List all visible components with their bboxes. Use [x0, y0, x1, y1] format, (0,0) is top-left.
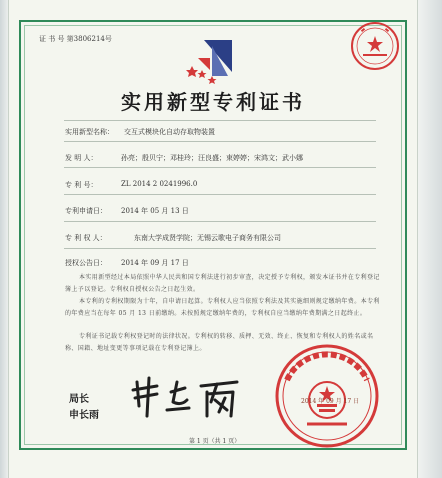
body-paragraph-3: 专利证书记载专利权登记时的法律状况。专利权的转移、质押、无效、终止、恢复和专利权人的姓名或名称、国籍、地址变更等事项记载在专利登记簿上。 [65, 333, 374, 352]
sipo-logo-icon [184, 36, 248, 84]
national-seal-icon [267, 340, 387, 450]
patent-holder-value: 东南大学成贤学院；无锡云歌电子商务有限公司 [134, 234, 281, 242]
director-title: 局长 [69, 394, 89, 405]
utility-model-name-label: 实用新型名称： [65, 128, 114, 136]
inventor-label: 发 明 人： [65, 154, 98, 162]
grant-date-label: 授权公告日： [65, 259, 107, 267]
divider [64, 194, 376, 195]
scan-edge-right [416, 0, 442, 478]
divider [64, 248, 376, 249]
grant-date-value: 2014 年 09 月 17 日 [121, 259, 189, 267]
patent-number-value: ZL 2014 2 0241996.0 [121, 180, 198, 188]
filing-date-label: 专利申请日： [65, 207, 107, 215]
page-number: 第 1 页（共 1 页） [189, 438, 241, 445]
seal-date: 2014 年 09 月 17 日 [301, 398, 360, 405]
handwritten-signature [127, 372, 247, 422]
utility-model-name-value: 交互式模块化自动存取物装置 [124, 128, 215, 136]
patent-number-label: 专 利 号： [65, 181, 98, 189]
director-name: 申长雨 [69, 410, 99, 421]
divider [64, 141, 376, 142]
certificate-number: 证 书 号 第3806214号 [39, 35, 112, 43]
body-paragraph-1: 本实用新型经过本局依照中华人民共和国专利法进行初步审查，决定授予专利权，颁发本证书并在专利登记簿上予以登记。专利权自授权公告之日起生效。 [65, 274, 380, 293]
inventor-value: 孙亮；殷贝宁；邓桂玲；汪良盛；束婷婷；宋鸿文；武小娜 [121, 154, 303, 162]
certificate-title: 实用新型专利证书 [121, 90, 305, 114]
divider [64, 167, 376, 168]
filing-date-value: 2014 年 05 月 13 日 [121, 207, 189, 215]
certificate-page [8, 0, 418, 478]
divider [64, 120, 376, 121]
body-paragraph-2: 本专利的专利权期限为十年，自申请日起算。专利权人应当依照专利法及其实施细则规定缴纳年费。本专利的年费应当在每年 05 月 13 日前缴纳。未按照规定缴纳年费的，专利权自应当缴纳年费期满之日起终止。 [65, 298, 380, 317]
agency-stamp-icon [349, 20, 401, 72]
patent-holder-label: 专 利 权 人： [65, 234, 107, 242]
divider [64, 221, 376, 222]
